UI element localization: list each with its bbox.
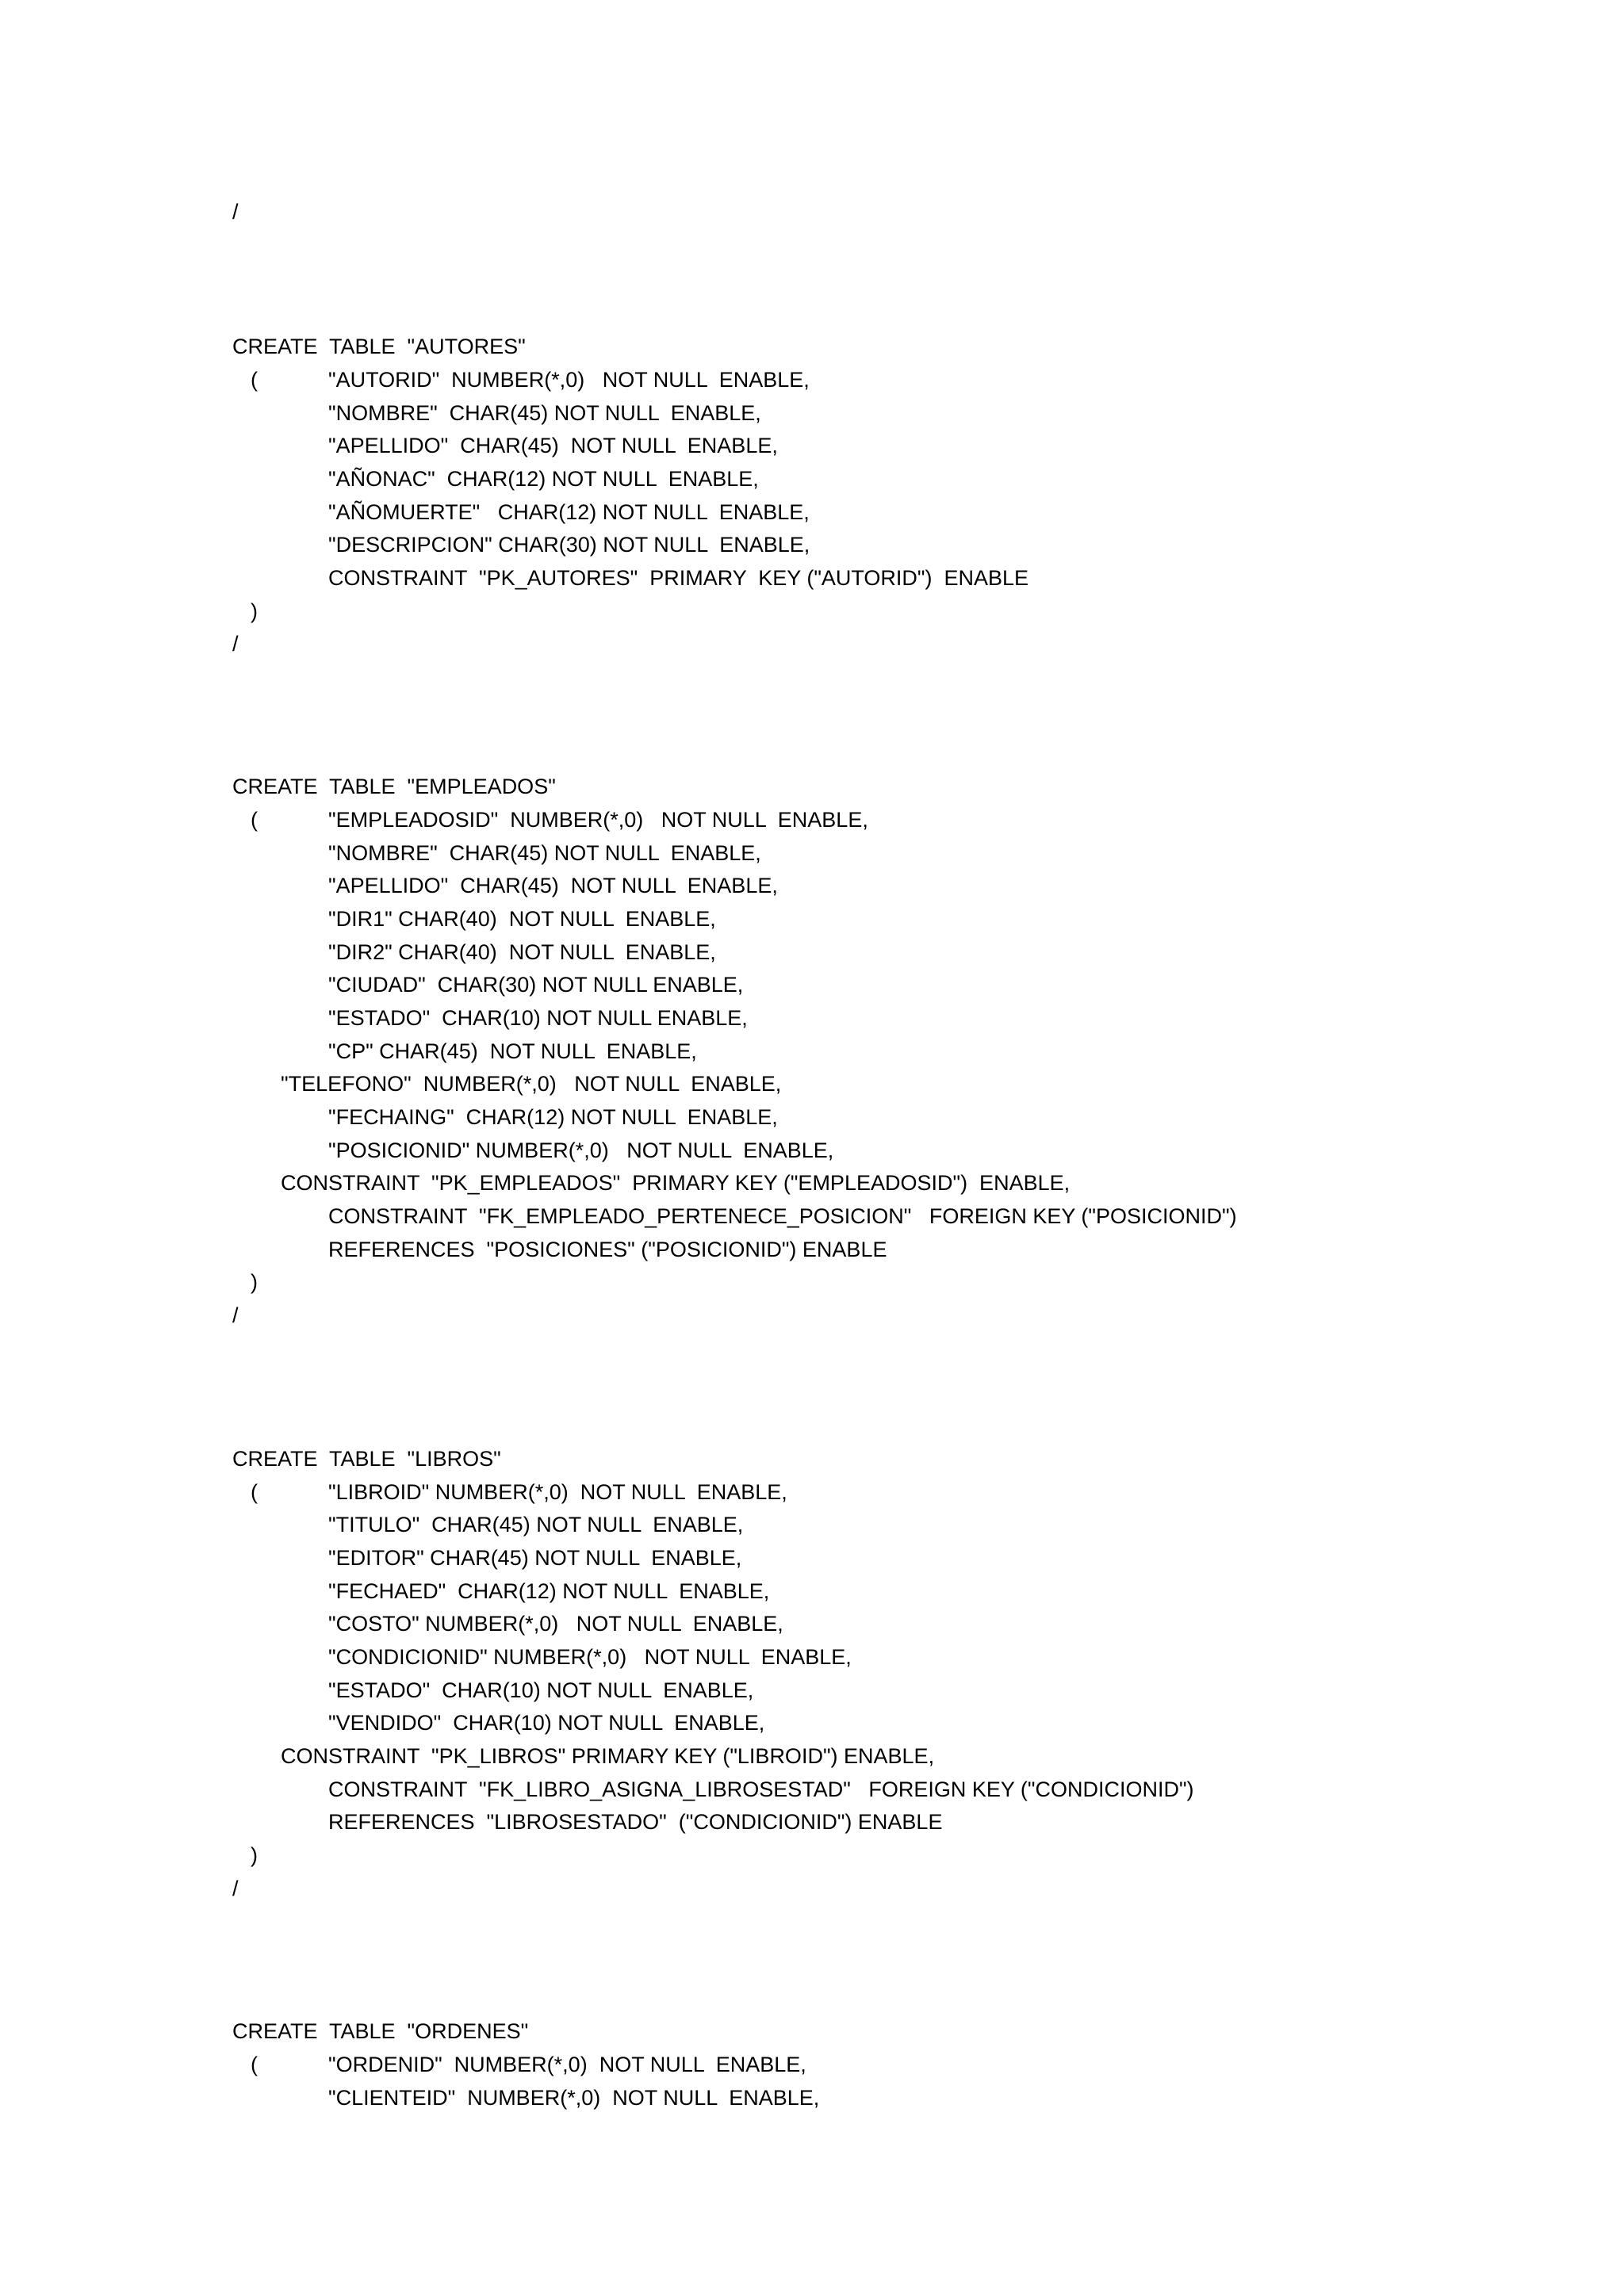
create-table-libros: CREATE TABLE "LIBROS" bbox=[232, 1447, 501, 1471]
column-def: "EMPLEADOSID" NUMBER(*,0) NOT NULL ENABLE, bbox=[328, 808, 868, 832]
constraint-def: CONSTRAINT "PK_LIBROS" PRIMARY KEY ("LIBROID") ENABLE, bbox=[281, 1744, 935, 1768]
create-table-autores: CREATE TABLE "AUTORES" bbox=[232, 335, 526, 358]
column-def: "VENDIDO" CHAR(10) NOT NULL ENABLE, bbox=[328, 1711, 765, 1735]
column-def: "APELLIDO" CHAR(45) NOT NULL ENABLE, bbox=[328, 874, 778, 897]
open-paren: ( bbox=[251, 2053, 258, 2076]
column-def: "LIBROID" NUMBER(*,0) NOT NULL ENABLE, bbox=[328, 1480, 787, 1504]
close-paren: ) bbox=[251, 1270, 258, 1294]
constraint-def: CONSTRAINT "FK_EMPLEADO_PERTENECE_POSICION" FOREIGN KEY ("POSICIONID") bbox=[328, 1204, 1237, 1228]
open-paren: ( bbox=[251, 808, 258, 832]
column-def: "NOMBRE" CHAR(45) NOT NULL ENABLE, bbox=[328, 401, 761, 425]
column-def: "AUTORID" NUMBER(*,0) NOT NULL ENABLE, bbox=[328, 368, 810, 392]
column-def: "COSTO" NUMBER(*,0) NOT NULL ENABLE, bbox=[328, 1612, 783, 1636]
column-def: "AÑOMUERTE" CHAR(12) NOT NULL ENABLE, bbox=[328, 500, 810, 524]
create-table-empleados: CREATE TABLE "EMPLEADOS" bbox=[232, 775, 556, 798]
column-def: "FECHAING" CHAR(12) NOT NULL ENABLE, bbox=[328, 1105, 778, 1129]
column-def: "CLIENTEID" NUMBER(*,0) NOT NULL ENABLE, bbox=[328, 2086, 820, 2110]
open-paren: ( bbox=[251, 368, 258, 392]
constraint-def: CONSTRAINT "PK_AUTORES" PRIMARY KEY ("AUTORID") ENABLE bbox=[328, 566, 1029, 590]
constraint-def: CONSTRAINT "FK_LIBRO_ASIGNA_LIBROSESTAD" FOREIGN KEY ("CONDICIONID") bbox=[328, 1777, 1194, 1801]
close-paren: ) bbox=[251, 599, 258, 623]
statement-terminator: / bbox=[232, 200, 239, 224]
column-def: "TELEFONO" NUMBER(*,0) NOT NULL ENABLE, bbox=[281, 1072, 782, 1096]
statement-terminator: / bbox=[232, 1303, 239, 1327]
create-table-ordenes: CREATE TABLE "ORDENES" bbox=[232, 2019, 529, 2043]
column-def: "AÑONAC" CHAR(12) NOT NULL ENABLE, bbox=[328, 467, 759, 491]
column-def: "NOMBRE" CHAR(45) NOT NULL ENABLE, bbox=[328, 841, 761, 865]
close-paren: ) bbox=[251, 1843, 258, 1867]
references-clause: REFERENCES "POSICIONES" ("POSICIONID") ENABLE bbox=[328, 1238, 887, 1261]
column-def: "ESTADO" CHAR(10) NOT NULL ENABLE, bbox=[328, 1678, 754, 1702]
references-clause: REFERENCES "LIBROSESTADO" ("CONDICIONID") ENABLE bbox=[328, 1810, 943, 1834]
column-def: "CONDICIONID" NUMBER(*,0) NOT NULL ENABLE, bbox=[328, 1645, 852, 1669]
column-def: "CP" CHAR(45) NOT NULL ENABLE, bbox=[328, 1039, 697, 1063]
constraint-def: CONSTRAINT "PK_EMPLEADOS" PRIMARY KEY ("EMPLEADOSID") ENABLE, bbox=[281, 1171, 1071, 1195]
statement-terminator: / bbox=[232, 1877, 239, 1900]
column-def: "TITULO" CHAR(45) NOT NULL ENABLE, bbox=[328, 1513, 744, 1536]
statement-terminator: / bbox=[232, 632, 239, 656]
column-def: "ESTADO" CHAR(10) NOT NULL ENABLE, bbox=[328, 1006, 748, 1030]
column-def: "APELLIDO" CHAR(45) NOT NULL ENABLE, bbox=[328, 434, 778, 457]
column-def: "FECHAED" CHAR(12) NOT NULL ENABLE, bbox=[328, 1579, 770, 1603]
column-def: "ORDENID" NUMBER(*,0) NOT NULL ENABLE, bbox=[328, 2053, 806, 2076]
open-paren: ( bbox=[251, 1480, 258, 1504]
column-def: "CIUDAD" CHAR(30) NOT NULL ENABLE, bbox=[328, 973, 744, 997]
column-def: "EDITOR" CHAR(45) NOT NULL ENABLE, bbox=[328, 1546, 742, 1570]
column-def: "DIR1" CHAR(40) NOT NULL ENABLE, bbox=[328, 907, 716, 931]
column-def: "DESCRIPCION" CHAR(30) NOT NULL ENABLE, bbox=[328, 533, 810, 557]
column-def: "POSICIONID" NUMBER(*,0) NOT NULL ENABLE, bbox=[328, 1138, 834, 1162]
column-def: "DIR2" CHAR(40) NOT NULL ENABLE, bbox=[328, 940, 716, 964]
